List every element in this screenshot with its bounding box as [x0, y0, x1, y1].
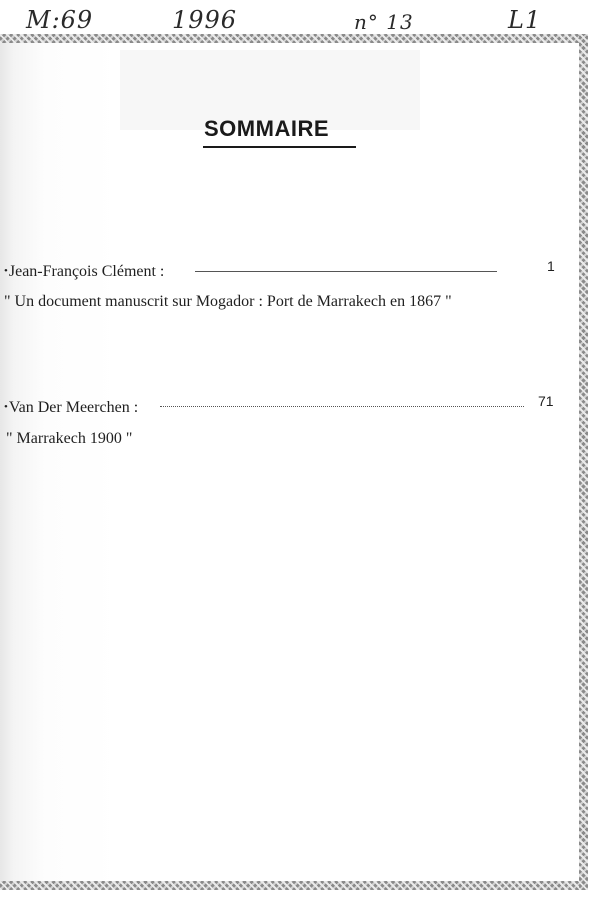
- decorative-border-bottom: [0, 881, 588, 890]
- decorative-border-top: [0, 34, 588, 43]
- document-page: [0, 34, 588, 890]
- bullet-icon: •: [4, 401, 8, 413]
- leader-line: [195, 271, 497, 272]
- page-number: 1: [547, 258, 555, 274]
- author-name: Van Der Meerchen :: [8, 399, 139, 416]
- author-name: Jean-François Clément :: [8, 263, 165, 280]
- toc-entry-author: [4, 262, 164, 281]
- article-subtitle: " Un document manuscrit sur Mogador : Port de Marrakech en 1867 ": [4, 293, 452, 310]
- handwritten-ref-4: L1: [508, 6, 542, 34]
- handwritten-ref-2: 1996: [172, 6, 238, 34]
- handwritten-ref-1: M:69: [26, 6, 94, 34]
- page-title: SOMMAIRE: [204, 116, 329, 141]
- leader-line: [160, 405, 524, 407]
- title-underline: [203, 146, 356, 148]
- handwritten-ref-3: n° 13: [354, 10, 414, 34]
- article-subtitle: " Marrakech 1900 ": [6, 430, 133, 447]
- page-number: 71: [538, 393, 554, 409]
- decorative-border-right: [579, 34, 588, 890]
- bullet-icon: •: [4, 265, 8, 277]
- toc-entry-author: [4, 398, 138, 417]
